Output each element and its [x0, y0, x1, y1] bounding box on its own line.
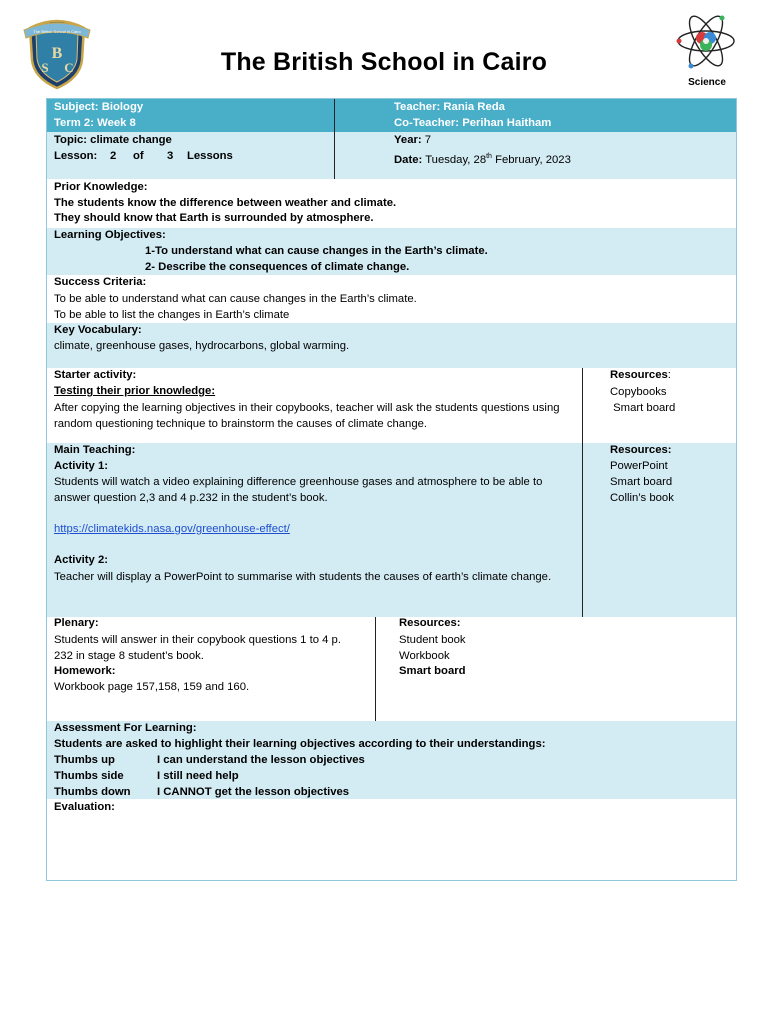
science-label: Science — [688, 77, 726, 88]
assessment-intro: Students are asked to highlight their learning objectives according to their understandings: — [54, 738, 546, 750]
term-label: Term 2: Week 8 — [54, 117, 136, 129]
starter-line: After copying the learning objectives in their copybooks, teacher will ask the students questions using — [54, 402, 560, 414]
info-divider — [334, 99, 335, 179]
school-title: The British School in Cairo — [220, 48, 548, 76]
assessment-meaning: I still need help — [157, 770, 239, 782]
plenary-resource-item: Smart board — [399, 665, 466, 677]
main-resource-item: PowerPoint — [610, 460, 668, 472]
main-resource-item: Collin’s book — [610, 492, 674, 504]
plenary-resources-heading: Resources: — [399, 617, 461, 629]
homework-text: Workbook page 157,158, 159 and 160. — [54, 681, 250, 693]
date-row — [394, 149, 571, 168]
lesson-label: Lesson: — [54, 150, 98, 162]
activity1-heading: Activity 1: — [54, 460, 108, 472]
date-label: Date: — [394, 153, 423, 166]
starter-subheading: Testing their prior knowledge: — [54, 385, 216, 397]
svg-text:S: S — [41, 60, 49, 75]
plenary-line: Students will answer in their copybook questions 1 to 4 p. — [54, 634, 341, 646]
activity2-text: Teacher will display a PowerPoint to summarise with students the causes of earth’s climate change. — [54, 571, 552, 583]
svg-text:C: C — [64, 60, 74, 75]
co-teacher-label: Co-Teacher: Perihan Haitham — [394, 117, 552, 129]
main-resource-item: Smart board — [610, 476, 673, 488]
starter-divider — [582, 368, 583, 443]
homework-heading: Homework: — [54, 665, 116, 677]
main-teaching-heading: Main Teaching: — [54, 444, 136, 456]
plenary-line: 232 in stage 8 student’s book. — [54, 650, 204, 662]
plenary-resource-item: Student book — [399, 634, 466, 646]
lesson-number: 2 — [110, 150, 117, 162]
info-header-band — [47, 99, 736, 132]
objective-item: 2- Describe the consequences of climate change. — [145, 261, 410, 273]
vocabulary-text: climate, greenhouse gases, hydrocarbons, global warming. — [54, 340, 350, 352]
topic-label: Topic: climate change — [54, 134, 172, 146]
svg-text:The British School in Cairo: The British School in Cairo — [33, 29, 81, 34]
assessment-meaning: I can understand the lesson objectives — [157, 754, 365, 766]
lesson-plan-table — [46, 98, 737, 881]
plenary-resource-item: Workbook — [399, 650, 450, 662]
assessment-gesture: Thumbs side — [54, 770, 124, 782]
assessment-gesture: Thumbs down — [54, 786, 131, 798]
activity1-line: Students will watch a video explaining difference greenhouse gases and atmosphere to be able to — [54, 476, 543, 488]
greenhouse-effect-link[interactable]: https://climatekids.nasa.gov/greenhouse-effect/ — [54, 523, 290, 535]
teacher-label: Teacher: Rania Reda — [394, 101, 505, 113]
prior-knowledge-heading: Prior Knowledge: — [54, 181, 148, 193]
date-value: Tuesday, 28th February, 2023 — [425, 153, 571, 166]
subject-label: Subject: Biology — [54, 101, 144, 113]
success-criteria-line: To be able to understand what can cause changes in the Earth’s climate. — [54, 293, 417, 305]
plenary-heading: Plenary: — [54, 617, 99, 629]
lesson-of: of — [133, 150, 144, 162]
assessment-heading: Assessment For Learning: — [54, 722, 197, 734]
prior-knowledge-line: The students know the difference between weather and climate. — [54, 197, 397, 209]
svg-text:B: B — [51, 45, 63, 62]
lessons-word: Lessons — [187, 150, 233, 162]
success-criteria-heading: Success Criteria: — [54, 276, 147, 288]
prior-knowledge-line: They should know that Earth is surrounded by atmosphere. — [54, 212, 374, 224]
starter-resource-item: Smart board — [610, 402, 676, 414]
science-atom-icon — [675, 10, 737, 72]
starter-heading: Starter activity: — [54, 369, 137, 381]
lesson-total: 3 — [167, 150, 174, 162]
starter-resource-item: Copybooks — [610, 386, 667, 398]
starter-resources-heading: Resources: — [610, 369, 671, 381]
main-resources-heading: Resources: — [610, 444, 672, 456]
year-label: Year: — [394, 134, 422, 146]
success-criteria-line: To be able to list the changes in Earth’s climate — [54, 309, 290, 321]
activity1-line: answer question 2,3 and 4 p.232 in the student’s book. — [54, 492, 328, 504]
objectives-heading: Learning Objectives: — [54, 229, 166, 241]
assessment-gesture: Thumbs up — [54, 754, 115, 766]
assessment-meaning: I CANNOT get the lesson objectives — [157, 786, 350, 798]
plenary-divider — [375, 617, 376, 721]
evaluation-heading: Evaluation: — [54, 801, 115, 813]
starter-line: random questioning technique to brainstorm the causes of climate change. — [54, 418, 428, 430]
activity2-heading: Activity 2: — [54, 554, 108, 566]
year-row — [394, 133, 431, 149]
main-divider — [582, 443, 583, 617]
year-value: 7 — [424, 134, 432, 146]
vocabulary-heading: Key Vocabulary: — [54, 324, 142, 336]
objective-item: 1-To understand what can cause changes in the Earth’s climate. — [145, 245, 488, 257]
